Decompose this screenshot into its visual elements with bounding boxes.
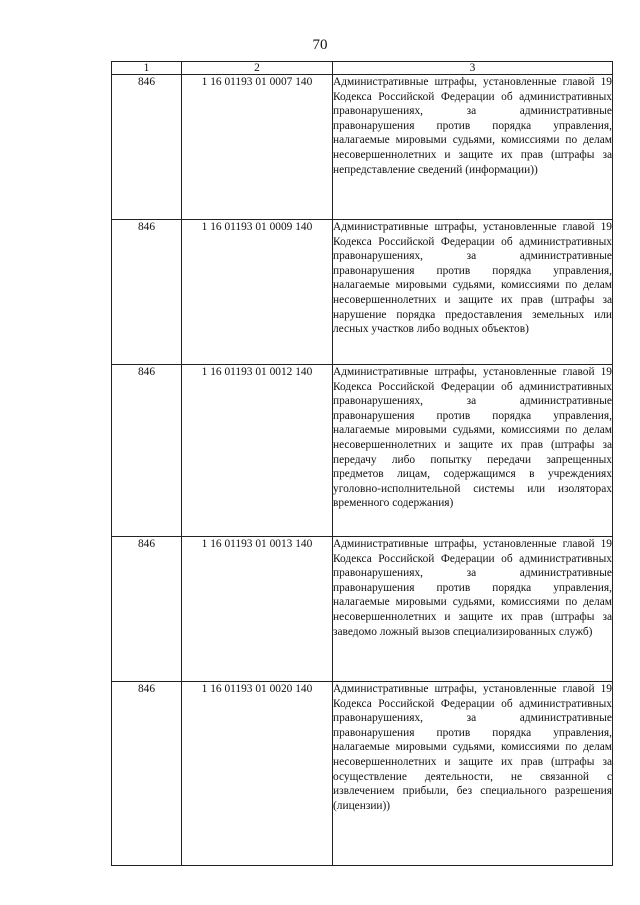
kbk-code-cell: 1 16 01193 01 0013 140 xyxy=(182,537,333,682)
table-header-row xyxy=(112,62,613,75)
table-row xyxy=(112,365,613,537)
description-text: Административные штрафы, установленные главой 19 Кодекса Российской Федерации об административных правонарушениях, за административные правонарушения против порядка управления, налагаемые мировыми судьями, комиссиями по делам несовершеннолетних и защите их прав (штрафы за непредставление сведений (информации)) xyxy=(333,76,612,176)
table-row xyxy=(112,220,613,365)
table-row xyxy=(112,537,613,682)
admin-code-cell: 846 xyxy=(112,75,182,220)
budget-codes-table xyxy=(111,61,613,866)
kbk-code-cell: 1 16 01193 01 0020 140 xyxy=(182,682,333,866)
table-row xyxy=(112,682,613,866)
column-header-2: 2 xyxy=(182,62,333,75)
admin-code-cell: 846 xyxy=(112,365,182,537)
kbk-code-cell: 1 16 01193 01 0009 140 xyxy=(182,220,333,365)
description-text: Административные штрафы, установленные главой 19 Кодекса Российской Федерации об административных правонарушениях, за административные правонарушения против порядка управления, налагаемые мировыми судьями, комиссиями по делам несовершеннолетних и защите их прав (штрафы за нарушение порядка предоставления земельных или лесных участков либо водных объектов) xyxy=(333,221,612,336)
kbk-code-cell: 1 16 01193 01 0012 140 xyxy=(182,365,333,537)
column-header-3: 3 xyxy=(333,62,613,75)
kbk-code-cell: 1 16 01193 01 0007 140 xyxy=(182,75,333,220)
description-text: Административные штрафы, установленные главой 19 Кодекса Российской Федерации об административных правонарушениях, за административные правонарушения против порядка управления, налагаемые мировыми судьями, комиссиями по делам несовершеннолетних и защите их прав (штрафы за передачу либо попытку передачи запрещенных предметов лицам, содержащимся в учреждениях уголовно-исполнительной системы или изоляторах временного содержания) xyxy=(333,366,612,510)
description-cell xyxy=(333,75,613,220)
admin-code-cell: 846 xyxy=(112,537,182,682)
description-cell xyxy=(333,682,613,866)
description-cell xyxy=(333,537,613,682)
table-row xyxy=(112,75,613,220)
description-text: Административные штрафы, установленные главой 19 Кодекса Российской Федерации об административных правонарушениях, за административные правонарушения против порядка управления, налагаемые мировыми судьями, комиссиями по делам несовершеннолетних и защите их прав (штрафы за заведомо ложный вызов специализированных служб) xyxy=(333,538,612,638)
page-number: 70 xyxy=(312,37,328,53)
description-text: Административные штрафы, установленные главой 19 Кодекса Российской Федерации об административных правонарушениях, за административные правонарушения против порядка управления, налагаемые мировыми судьями, комиссиями по делам несовершеннолетних и защите их прав (штрафы за осуществление деятельности, не связанной с извлечением прибыли, без специального разрешения (лицензии)) xyxy=(333,683,612,812)
description-cell xyxy=(333,220,613,365)
description-cell xyxy=(333,365,613,537)
admin-code-cell: 846 xyxy=(112,682,182,866)
column-header-1: 1 xyxy=(112,62,182,75)
admin-code-cell: 846 xyxy=(112,220,182,365)
